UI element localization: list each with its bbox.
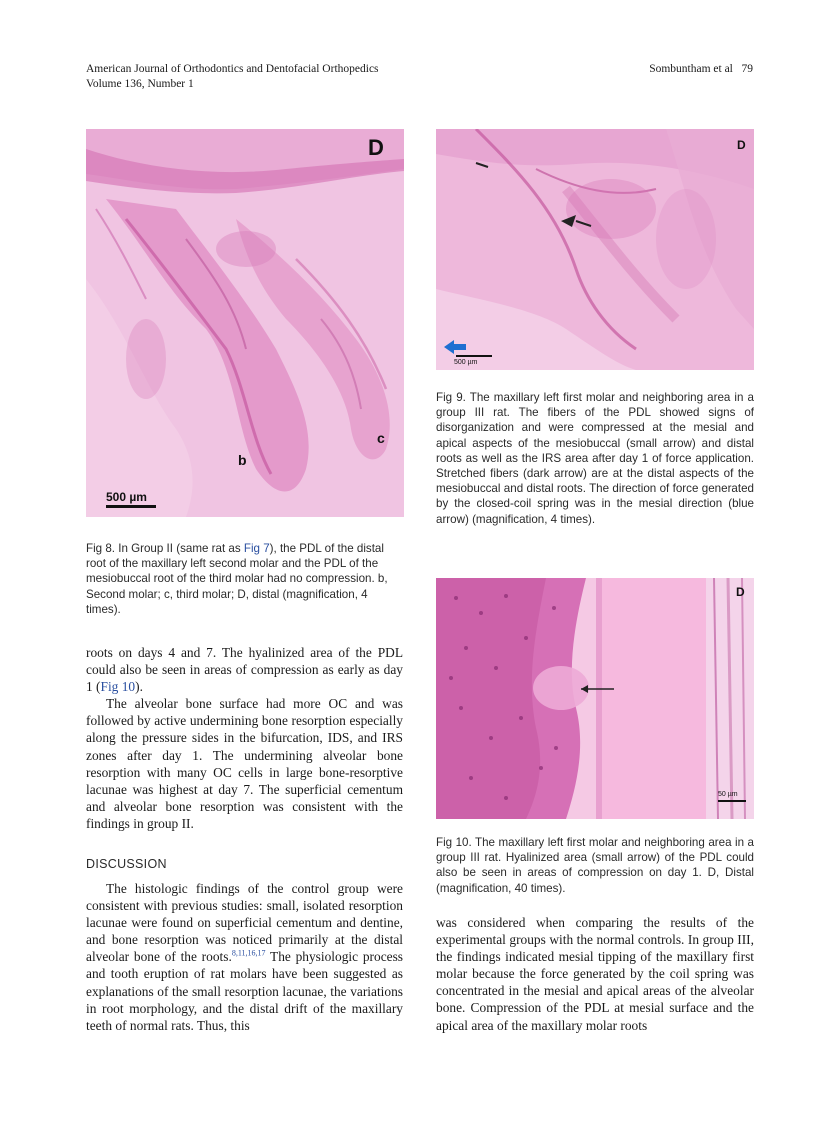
left-paragraph-2: The alveolar bone surface had more OC and was followed by active undermining bone resorption especially along the pressure sides in the bifurcation, IDS, and IRS zones after day 1. The undermining alveolar bone resorption with many OC cells in large bone-resorptive lacunae was highest at day 7. The superficial cementum and alveolar bone resorption was consistent with the findings in group II. — [86, 696, 403, 831]
fig9-label-distal: D — [737, 138, 746, 152]
running-header-right — [560, 62, 753, 77]
fig8-histology — [86, 129, 404, 517]
left-column-text — [86, 644, 403, 832]
journal-volume: Volume 136, Number 1 — [86, 78, 194, 90]
fig10-scale-bar — [718, 800, 746, 802]
left-para3-end: The physiologic process and tooth eruption of rat molars have been suggested as explanations of the small resorption lacunae, the variations in root morphology, and the distal drift of the maxillary teeth of normal rats. Thus, this — [86, 949, 403, 1033]
fig10-label-distal: D — [736, 585, 745, 599]
citation-superscript[interactable]: 8,11,16,17 — [231, 948, 266, 958]
journal-title: American Journal of Orthodontics and Dentofacial Orthopedics — [86, 63, 379, 75]
fig8-label-b: b — [238, 452, 247, 468]
fig8-scale-label: 500 µm — [106, 490, 147, 504]
fig8-scale-bar — [106, 505, 156, 508]
fig9-histology — [436, 129, 754, 370]
figure-9-image — [436, 129, 754, 370]
left-paragraph-3 — [86, 880, 403, 1034]
fig8-label-distal: D — [368, 135, 384, 160]
figure-10-image — [436, 578, 754, 819]
figure-10-caption: Fig 10. The maxillary left first molar and neighboring area in a group III rat. Hyalinized area (small arrow) of the PDL could also be seen in areas of compression on day 1. D, Distal (magnification, 40 times). — [436, 836, 754, 895]
fig10-histology — [436, 578, 754, 819]
fig8-caption-link[interactable]: Fig 7 — [243, 542, 270, 555]
fig9-scale-bar — [456, 355, 492, 357]
fig8-caption-text: Fig 8. In Group II (same rat as — [86, 542, 244, 555]
fig10-scale-label: 50 µm — [718, 791, 738, 798]
right-paragraph-1: was considered when comparing the results of the experimental groups with the normal controls. In group III, the findings indicated mesial tipping of the maxillary first molar because the force generated by the coil spring was concentrated in the mesial and apical areas of the alveolar bone. Compression of the PDL at mesial surface and the apical area of the maxillary molar roots — [436, 915, 754, 1033]
fig9-scale-label: 500 µm — [454, 359, 478, 366]
fig8-label-c: c — [377, 430, 385, 446]
figure-8-caption — [86, 541, 404, 617]
right-column-text — [436, 914, 754, 1034]
fig10-reference-link[interactable]: Fig 10 — [100, 679, 136, 695]
left-para1-end: ). — [135, 679, 143, 695]
figure-9-caption: Fig 9. The maxillary left first molar and neighboring area in a group III rat. The fibers of the PDL showed signs of disorganization and were compressed at the mesial and apical aspects of the mesiobuccal (small arrow) and distal roots as well as the IRS area after day 1 of force application. Stretched fibers (dark arrow) are at the distal aspects of the mesiobuccal and distal roots. The direction of force generated by the closed-coil spring was in the mesial direction (blue arrow) (magnification, 4 times). — [436, 391, 754, 526]
fig8-caption-text-end: ), the PDL of the distal root of the maxillary left second molar and the PDL of the mesiobuccal root of the third molar had no compression. b, Second molar; c, third molar; D, distal (magnification, 4 times). — [86, 542, 388, 616]
left-para3-text: The histologic findings of the control group were consistent with previous studies: small, isolated resorption lacunae were found on superficial cementum and dentine, and bone resorption was noticed primarily at the distal alveolar bone of the roots. — [86, 881, 403, 965]
running-header-left — [86, 62, 446, 92]
running-author: Sombuntham et al — [649, 63, 733, 75]
left-column-discussion — [86, 880, 403, 1034]
left-para1-text: roots on days 4 and 7. The hyalinized area of the PDL could also be seen in areas of compression as early as day 1 ( — [86, 645, 403, 695]
left-paragraph-1 — [86, 644, 403, 695]
figure-8-image — [86, 129, 404, 517]
page-number: 79 — [741, 63, 753, 75]
discussion-heading: DISCUSSION — [86, 857, 167, 871]
